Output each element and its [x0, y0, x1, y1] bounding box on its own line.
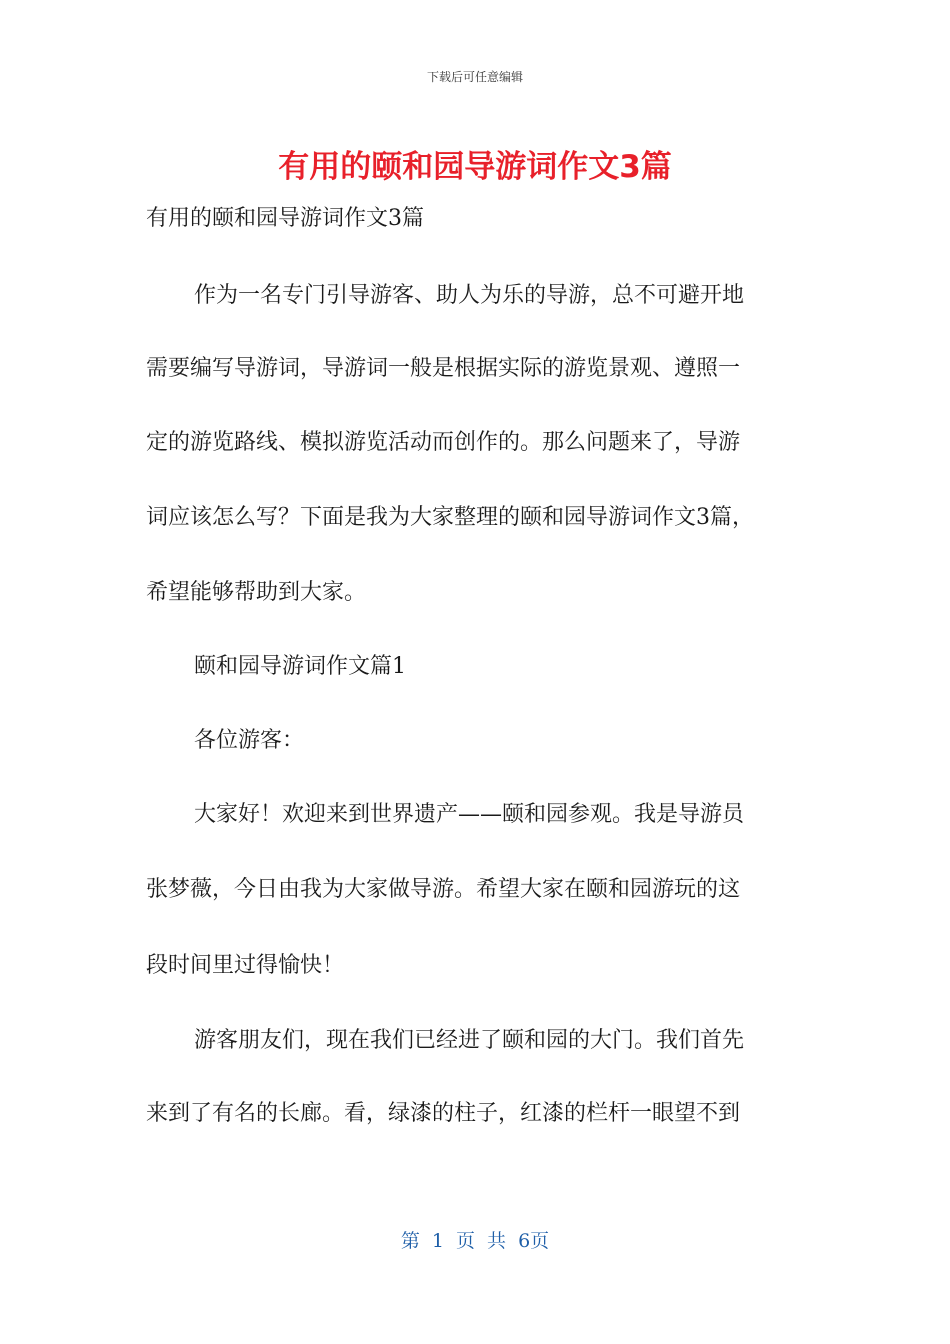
intro-line: 希望能够帮助到大家。 — [146, 580, 367, 605]
paragraph-line: 来到了有名的长廊。看，绿漆的柱子，红漆的栏杆一眼望不到 — [146, 1101, 741, 1126]
page-footer: 第 1 页 共 6页 — [400, 1230, 550, 1252]
intro-line: 定的游览路线、模拟游览活动而创作的。那么问题来了，导游 — [146, 430, 741, 455]
intro-line: 需要编写导游词，导游词一般是根据实际的游览景观、遵照一 — [146, 356, 741, 381]
subtitle-line: 有用的颐和园导游词作文3篇 — [146, 206, 424, 231]
paragraph-line: 张梦薇，今日由我为大家做导游。希望大家在颐和园游玩的这 — [146, 877, 741, 902]
paragraph-line: 大家好！欢迎来到世界遗产——颐和园参观。我是导游员 — [194, 802, 745, 827]
intro-line: 作为一名专门引导游客、助人为乐的导游，总不可避开地 — [194, 283, 745, 308]
document-title: 有用的颐和园导游词作文3篇 — [278, 149, 672, 185]
paragraph-line: 段时间里过得愉快！ — [146, 953, 345, 978]
section-heading: 颐和园导游词作文篇1 — [194, 654, 406, 679]
greeting: 各位游客： — [194, 728, 305, 753]
header-note: 下载后可任意编辑 — [426, 70, 523, 84]
paragraph-line: 游客朋友们，现在我们已经进了颐和园的大门。我们首先 — [194, 1028, 745, 1053]
intro-line: 词应该怎么写？下面是我为大家整理的颐和园导游词作文3篇， — [146, 505, 754, 530]
